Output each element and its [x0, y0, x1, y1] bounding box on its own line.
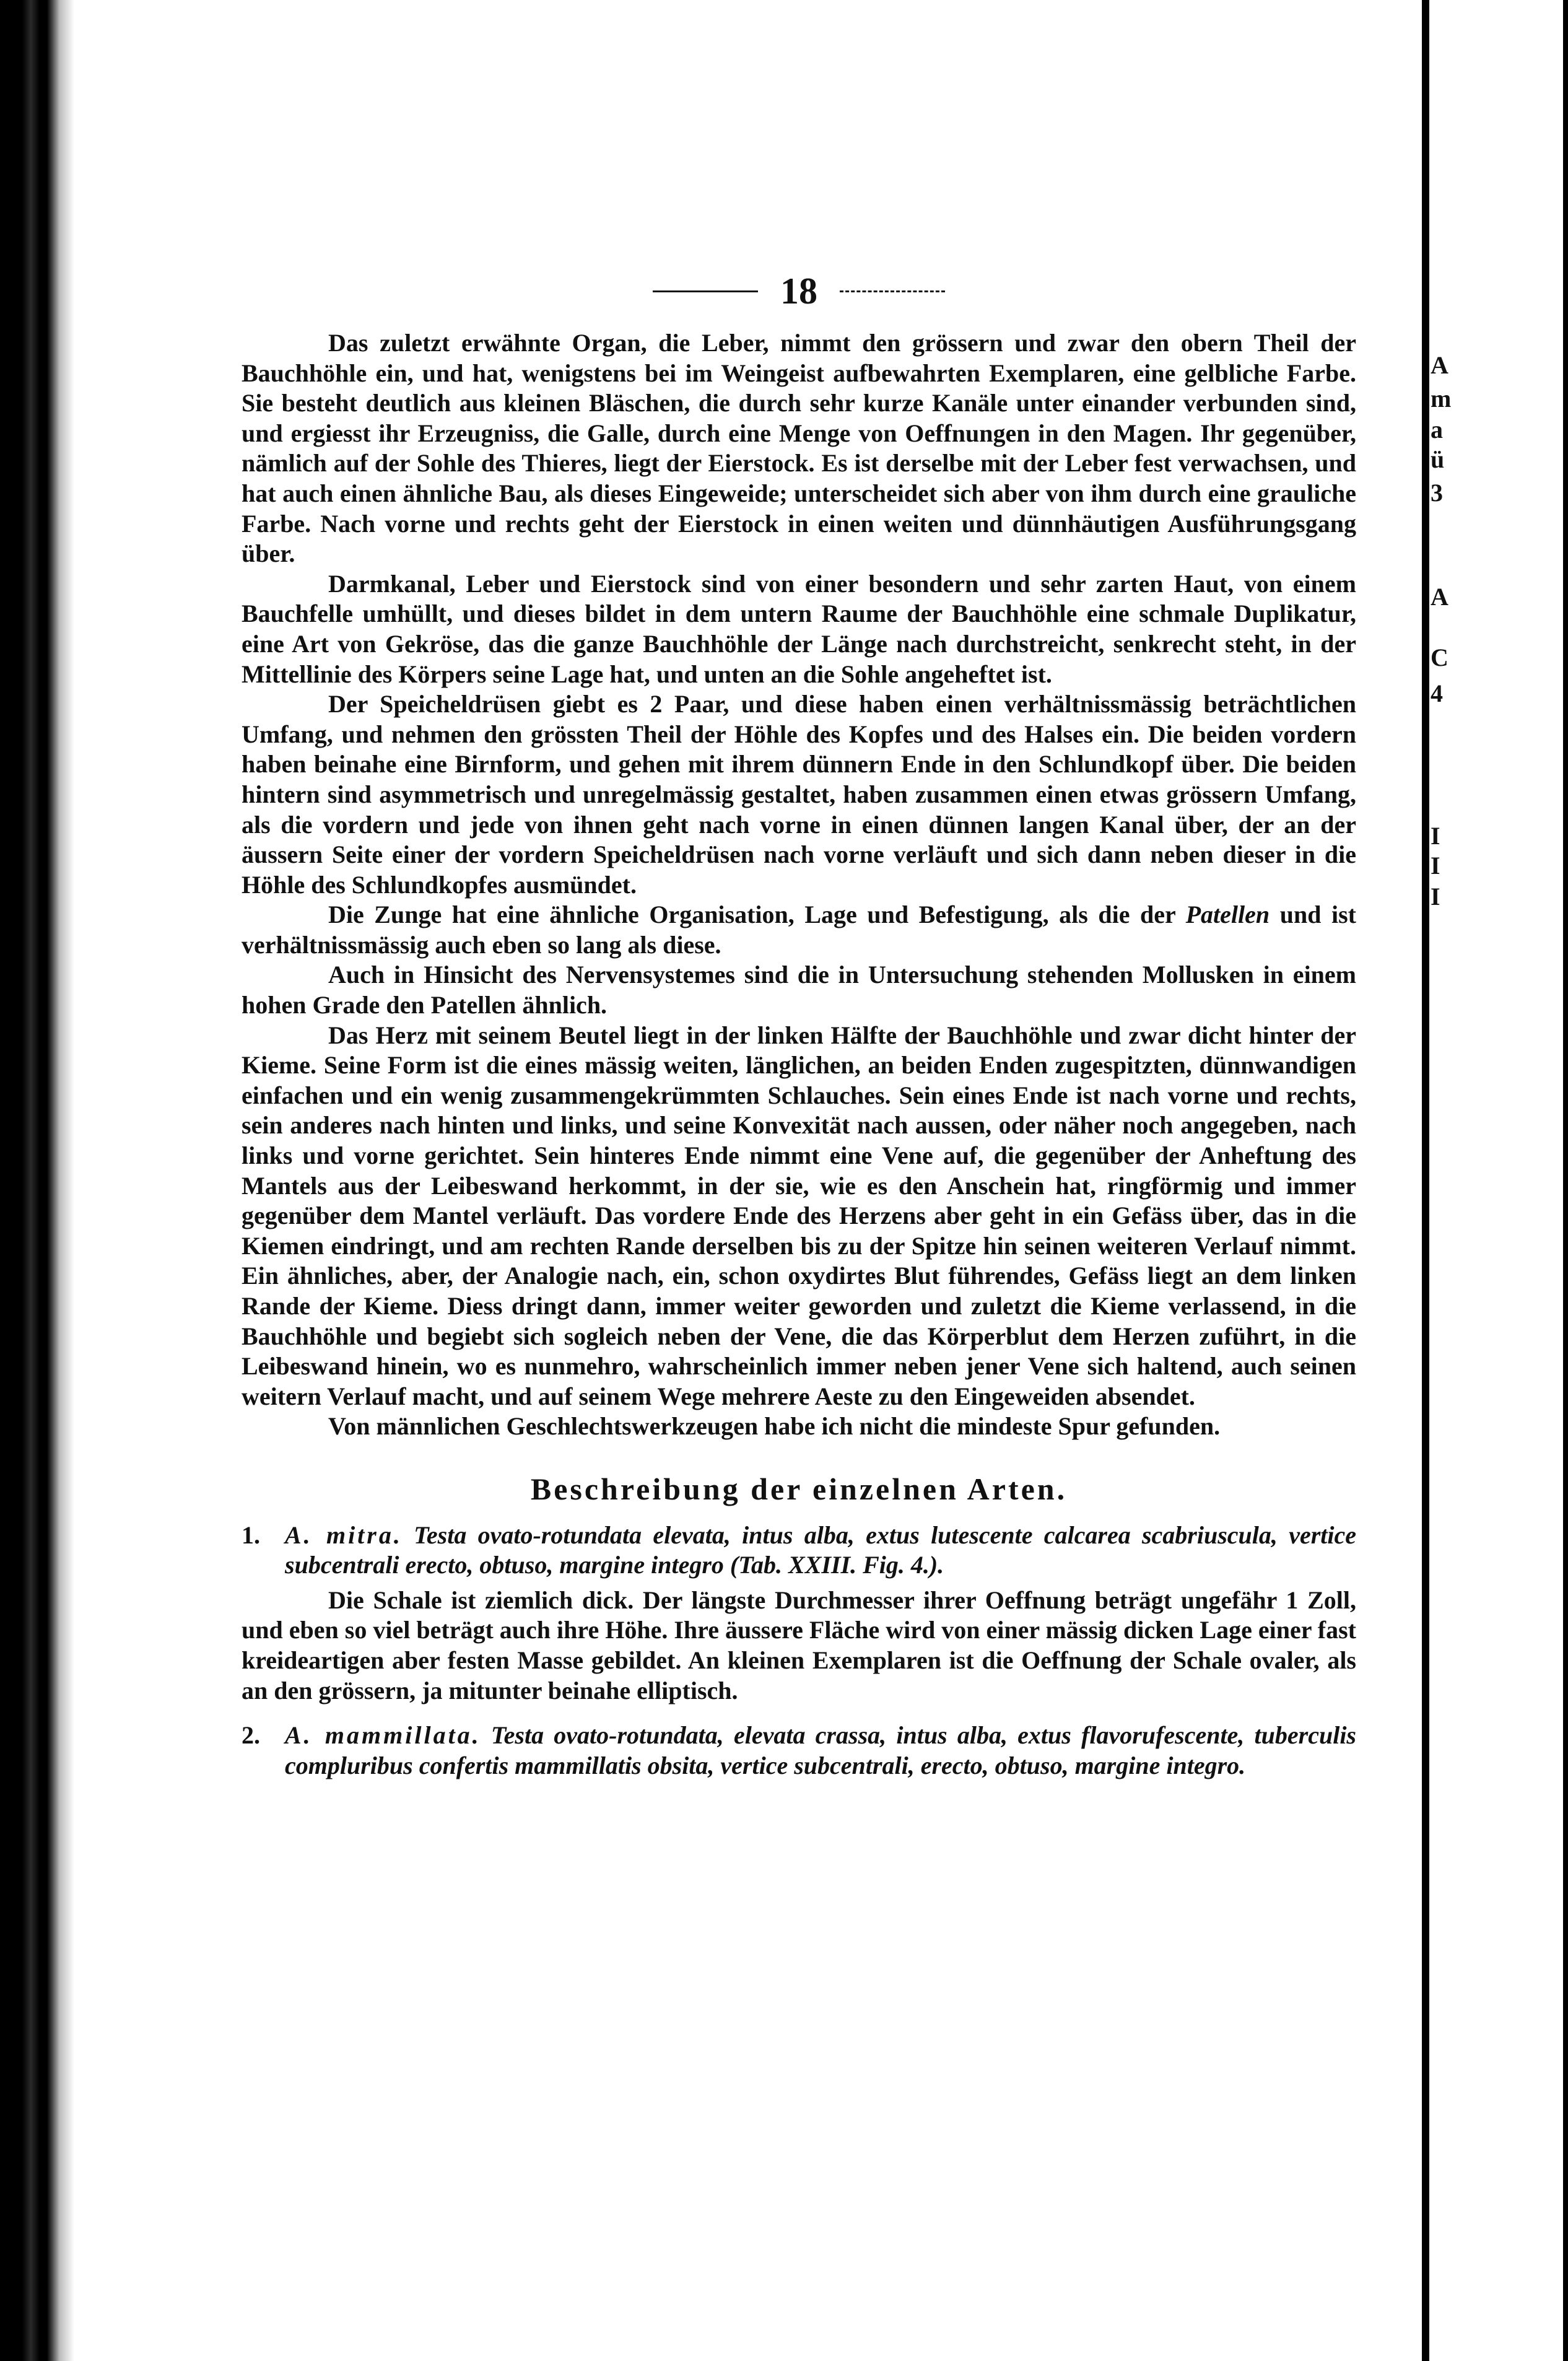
species-entry — [242, 1721, 1356, 1781]
diagnosis-text: Testa ovato-rotundata elevata, intus alba, extus lutescente calcarea scabriuscula, vertice subcentrali erecto, obtuso, margine integro (Tab. XXIII. Fig. 4.). — [285, 1521, 1356, 1579]
section-heading: Beschreibung der einzelnen Arten. — [530, 1471, 1068, 1506]
species-number: 1. — [242, 1521, 260, 1549]
document-page — [242, 273, 1356, 1781]
species-name: A. mitra. — [285, 1521, 403, 1549]
fragment-letter: ü — [1431, 445, 1445, 473]
species-description: Die Schale ist ziemlich dick. Der längste Durchmesser ihrer Oeffnung beträgt ungefähr 1 Zoll, und eben so viel beträgt auch ihre Höhe. Ihre äussere Fläche wird von einer mässig dicken Lage einer fast kreideartigen aber festen Masse gebildet. An kleinen Exemplaren ist die Oeffnung der Schale ovaler, als an den grössern, ja mitunter beinahe elliptisch. — [242, 1586, 1356, 1704]
page-number: 18 — [780, 271, 817, 312]
fragment-letter: 3 — [1431, 479, 1443, 507]
page-gutter — [1422, 0, 1429, 2361]
fragment-letter: I — [1431, 852, 1440, 879]
paragraph: Das Herz mit seinem Beutel liegt in der linken Hälfte der Bauchhöhle und zwar dicht hinter der Kieme. Seine Form ist die eines mässig weiten, länglichen, an beiden Enden zugespitzten, dünnwandigen einfachen und ein wenig zusammengekrümmten Schlauches. Sein eines Ende ist nach vorne und rechts, sein anderes nach hinten und links, und seine Konvexität nach aussen, oder näher noch angegeben, nach links und vorne gerichtet. Sein hinteres Ende nimmt eine Vene auf, die gegenüber der Anheftung des Mantels aus der Leibeswand herkommt, in der sie, wie es den Anschein hat, ringförmig und immer gegenüber dem Mantel verläuft. Das vordere Ende des Herzens aber geht in ein Gefäss über, das in die Kiemen eindringt, und am rechten Rande derselben bis zu der Spitze hin seinen weiteren Verlauf nimmt. Ein ähnliches, aber, der Analogie nach, ein, schon oxydirtes Blut führendes, Gefäss liegt an dem linken Rande der Kieme. Diess dringt dann, immer weiter geworden und zuletzt die Kieme verlassend, in die Bauchhöhle und begiebt sich sogleich neben der Vene, die das Körperblut dem Herzen zuführt, in die Leibeswand hinein, wo es nunmehro, wahrscheinlich immer neben jener Vene sich haltend, auch seinen weitern Verlauf macht, und auf seinem Wege mehrere Aeste zu den Eingeweiden absendet. — [242, 1021, 1356, 1410]
species-number: 2. — [242, 1721, 260, 1750]
page-header — [242, 273, 1356, 310]
scan-right-edge — [1563, 0, 1568, 2361]
fragment-letter: 4 — [1431, 679, 1443, 707]
italic-term: Patellen — [1185, 901, 1270, 929]
species-diagnosis — [285, 1721, 1356, 1781]
paragraph: Der Speicheldrüsen giebt es 2 Paar, und diese haben einen verhältnissmässig beträchtlichen Umfang, und nehmen den grössten Theil der Höhle des Kopfes und des Halses ein. Die beiden vordern haben beinahe eine Birnform, und gehen mit ihrem dünnern Ende in den Schlundkopf über. Die beiden hintern sind asymmetrisch und unregelmässig gestaltet, haben zusammen einen etwas grössern Umfang, als die vordern und jede von ihnen geht nach vorne in einen dünnen langen Kanal über, der an der äussern Seite einer der vordern Speicheldrüsen nach vorne verläuft und sich dann neben dieser in die Höhle des Schlundkopfes ausmündet. — [242, 690, 1356, 899]
species-entry — [242, 1521, 1356, 1581]
fragment-letter: m — [1431, 385, 1452, 412]
header-rule-left — [653, 290, 758, 292]
fragment-letter: a — [1431, 416, 1443, 443]
paragraph: Das zuletzt erwähnte Organ, die Leber, nimmt den grössern und zwar den obern Theil der Bauchhöhle ein, und hat, wenigstens bei im Weingeist aufbewahrten Exemplaren, eine gelbliche Farbe. Sie besteht deutlich aus kleinen Bläschen, die durch sehr kurze Kanäle unter einander verbunden sind, und ergiesst ihr Erzeugniss, die Galle, durch eine Menge von Oeffnungen in den Magen. Ihr gegenüber, nämlich auf der Sohle des Thieres, liegt der Eierstock. Es ist derselbe mit der Leber fest verwachsen, und hat auch einen ähnliche Bau, als dieses Eingeweide; unterscheidet sich aber von ihm durch eine grauliche Farbe. Nach vorne und rechts geht der Eierstock in einen weiten und dünnhäutigen Ausführungsgang über. — [242, 329, 1356, 568]
paragraph-tongue — [242, 900, 1356, 960]
species-name: A. mammillata. — [285, 1721, 481, 1750]
fragment-letter: I — [1431, 822, 1440, 850]
header-rule-right — [840, 290, 945, 292]
adjacent-page-fragment — [1429, 0, 1568, 2361]
fragment-letter: A — [1431, 583, 1448, 611]
fragment-letter: C — [1431, 644, 1448, 671]
species-diagnosis — [285, 1521, 1356, 1581]
paragraph: Darmkanal, Leber und Eierstock sind von einer besondern und sehr zarten Haut, von einem Bauchfelle umhüllt, und dieses bildet in dem untern Raume der Bauchhöhle eine schmale Duplikatur, eine Art von Gekröse, das die ganze Bauchhöhle der Länge nach durchstreicht, senkrecht steht, in der Mittellinie des Körpers seine Lage hat, und unten an die Sohle angeheftet ist. — [242, 569, 1356, 688]
text-run: und ist verhältnissmässig auch eben so lang als diese. — [242, 901, 1356, 959]
fragment-letter: I — [1431, 883, 1440, 910]
paragraph: Von männlichen Geschlechtswerkzeugen habe ich nicht die mindeste Spur gefunden. — [328, 1412, 1221, 1441]
text-run: Die Zunge hat eine ähnliche Organisation, Lage und Befestigung, als die der — [328, 901, 1186, 929]
diagnosis-text: Testa ovato-rotundata, elevata crassa, intus alba, extus flavorufescente, tuberculis compluribus confertis mammillatis obsita, vertice subcentrali, erecto, obtuso, margine integro. — [285, 1721, 1356, 1779]
fragment-letter: A — [1431, 351, 1448, 379]
scan-left-edge — [0, 0, 74, 2361]
paragraph: Auch in Hinsicht des Nervensystemes sind die in Untersuchung stehenden Mollusken in einem hohen Grade den Patellen ähnlich. — [242, 961, 1356, 1019]
